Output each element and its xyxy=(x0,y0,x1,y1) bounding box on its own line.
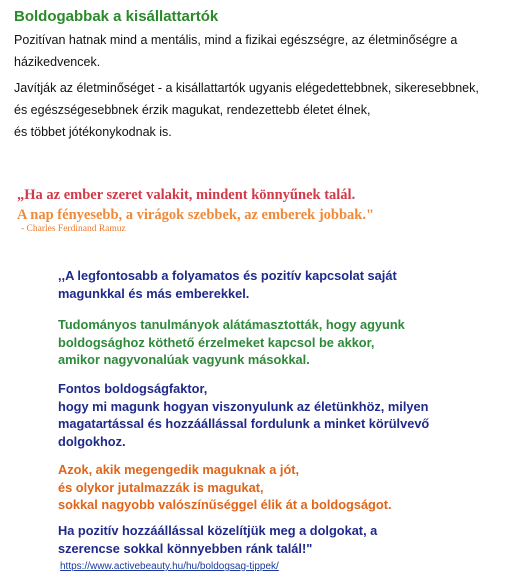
quote-line-2: A nap fényesebb, a virágok szebbek, az emberek jobbak." xyxy=(17,207,375,223)
text-block-4 xyxy=(58,461,392,514)
quote-line-1: „Ha az ember szeret valakit, mindent könnyűnek talál. xyxy=(17,187,356,203)
intro-line: és egészségesebbnek érzik magukat, rendezettebb életet élnek, xyxy=(14,103,371,117)
quote-author: - Charles Ferdinand Ramuz xyxy=(21,224,126,234)
block-line: dolgokhoz. xyxy=(58,433,126,449)
intro-line: házikedvencek. xyxy=(14,55,101,69)
block-line: Ha pozitív hozzáállással közelítjük meg a dolgokat, a xyxy=(58,523,378,538)
block-line: sokkal nagyobb valószínűséggel élik át a boldogságot. xyxy=(58,497,392,512)
page-title: Boldogabbak a kisállattartók xyxy=(14,8,219,25)
text-block-1 xyxy=(58,267,397,302)
block-line: Fontos boldogságfaktor, xyxy=(58,381,208,396)
block-line: hogy mi magunk hogyan viszonyulunk az életünkhöz, milyen xyxy=(58,398,429,414)
block-line: magatartással és hozzáállással fordulunk a minket körülvevő xyxy=(58,416,430,431)
intro-line: Pozitívan hatnak mind a mentális, mind a fizikai egészségre, az életminőségre a xyxy=(14,33,458,47)
block-line: szerencse sokkal könnyebben ránk talál!" xyxy=(58,540,313,556)
block-line: és olykor jutalmazzák is magukat, xyxy=(58,479,264,495)
block-line: boldogsághoz köthető érzelmeket kapcsol be akkor, xyxy=(58,334,375,350)
block-line: ,,A legfontosabb a folyamatos és pozitív kapcsolat saját xyxy=(58,268,397,283)
intro-line: Javítják az életminőséget - a kisállattartók ugyanis elégedettebbnek, sikeresebbnek, xyxy=(14,81,479,95)
source-link[interactable]: https://www.activebeauty.hu/hu/boldogsag-tippek/ xyxy=(60,561,279,572)
block-line: Azok, akik megengedik maguknak a jót, xyxy=(58,462,300,477)
text-block-2 xyxy=(58,316,405,369)
block-line: Tudományos tanulmányok alátámasztották, hogy agyunk xyxy=(58,317,405,332)
block-line: magunkkal és más emberekkel. xyxy=(58,285,250,301)
block-line: amikor nagyvonalúak vagyunk másokkal. xyxy=(58,352,310,367)
text-block-5 xyxy=(58,522,377,557)
intro-line: és többet jótékonykodnak is. xyxy=(14,125,172,139)
text-block-3 xyxy=(58,380,429,450)
